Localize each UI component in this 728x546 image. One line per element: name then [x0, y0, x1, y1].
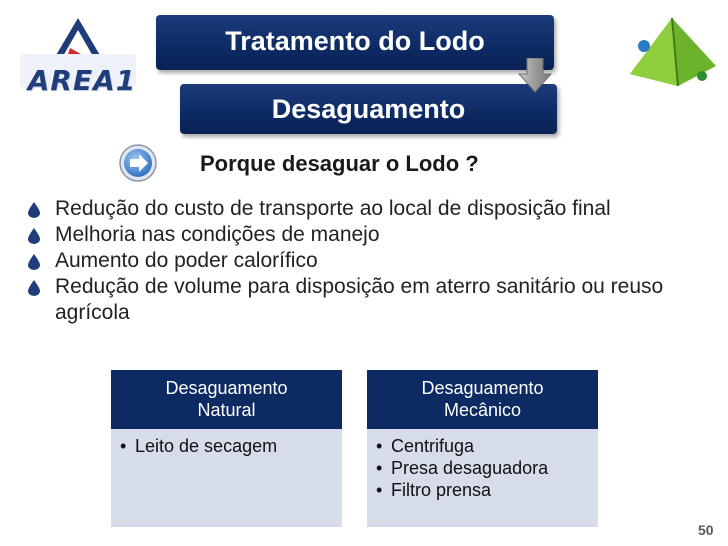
- list-item: • Filtro prensa: [373, 479, 598, 501]
- list-item-text: Redução de volume para disposição em aterro sanitário ou reuso agrícola: [55, 275, 664, 324]
- drop-bullet-icon: [28, 254, 40, 270]
- area1-logo: [8, 14, 148, 97]
- mechanical-column: [367, 370, 598, 527]
- list-item: • Leito de secagem: [117, 435, 342, 457]
- subtitle-bar: Desaguamento: [180, 84, 557, 134]
- down-arrow-icon: [518, 58, 552, 94]
- leaf-image: [622, 16, 722, 90]
- comparison-table: [111, 370, 598, 527]
- title-bar: Tratamento do Lodo: [156, 15, 554, 70]
- leaf-icon: [622, 16, 722, 90]
- arrow-right-circle-icon: [118, 143, 158, 183]
- list-item: [28, 248, 718, 274]
- question-heading: Porque desaguar o Lodo ?: [200, 151, 479, 176]
- list-item-text: Melhoria nas condições de manejo: [55, 223, 380, 246]
- drop-bullet-icon: [28, 202, 40, 218]
- reasons-list: [28, 196, 718, 326]
- header-line: Mecânico: [443, 400, 522, 420]
- natural-items: [111, 429, 342, 457]
- page-number: 50: [698, 522, 714, 538]
- mechanical-column-header: [367, 370, 598, 429]
- natural-column-header: [111, 370, 342, 429]
- list-item: • Centrifuga: [373, 435, 598, 457]
- drop-bullet-icon: [28, 228, 40, 244]
- list-item: [28, 274, 705, 326]
- list-item-text: Aumento do poder calorífico: [55, 249, 318, 272]
- list-item-text: Redução do custo de transporte ao local de disposição final: [55, 197, 611, 220]
- header-line: Natural: [197, 400, 256, 420]
- logo-text: AREA1: [27, 64, 137, 97]
- drop-bullet-icon: [28, 280, 40, 296]
- list-item: [28, 196, 718, 222]
- natural-column: [111, 370, 342, 527]
- mechanical-items: [367, 429, 598, 501]
- list-item: [28, 222, 718, 248]
- next-arrow-button[interactable]: [118, 143, 158, 183]
- header-line: Desaguamento: [421, 378, 544, 398]
- list-item: • Presa desaguadora: [373, 457, 598, 479]
- header-line: Desaguamento: [165, 378, 288, 398]
